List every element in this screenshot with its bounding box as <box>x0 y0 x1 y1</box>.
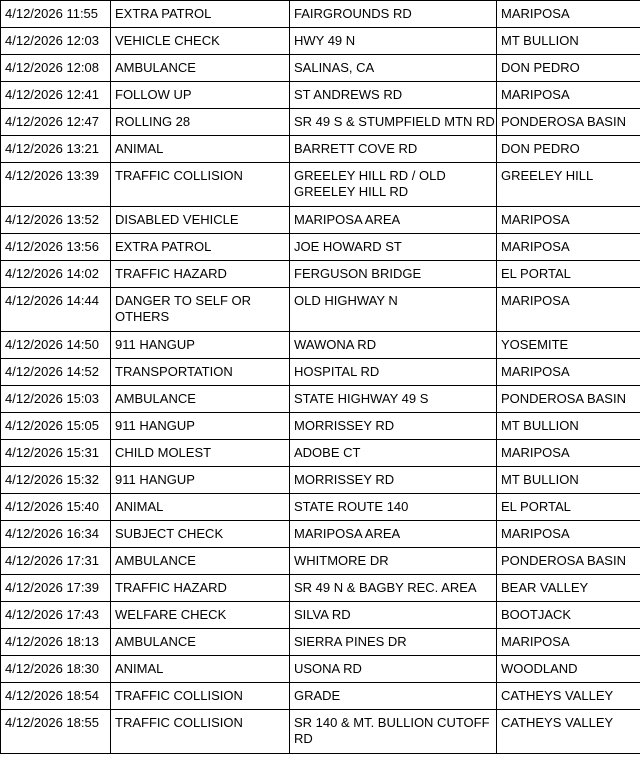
location-cell: HWY 49 N <box>290 28 497 55</box>
area-cell: MT BULLION <box>497 467 640 494</box>
area-cell: MARIPOSA <box>497 440 640 467</box>
area-cell: PONDEROSA BASIN <box>497 548 640 575</box>
area-cell: MARIPOSA <box>497 207 640 234</box>
location-cell: ST ANDREWS RD <box>290 82 497 109</box>
datetime-cell: 4/12/2026 15:40 <box>1 494 111 521</box>
datetime-cell: 4/12/2026 14:44 <box>1 288 111 332</box>
datetime-cell: 4/12/2026 14:02 <box>1 261 111 288</box>
datetime-cell: 4/12/2026 12:08 <box>1 55 111 82</box>
location-cell: JOE HOWARD ST <box>290 234 497 261</box>
call-type-cell: CHILD MOLEST <box>111 440 290 467</box>
table-row <box>1 386 640 413</box>
call-type-cell: TRAFFIC COLLISION <box>111 163 290 207</box>
table-row <box>1 710 640 754</box>
datetime-cell: 4/12/2026 13:39 <box>1 163 111 207</box>
location-cell: BARRETT COVE RD <box>290 136 497 163</box>
datetime-cell: 4/12/2026 12:47 <box>1 109 111 136</box>
area-cell: PONDEROSA BASIN <box>497 109 640 136</box>
area-cell: PONDEROSA BASIN <box>497 386 640 413</box>
table-row <box>1 602 640 629</box>
datetime-cell: 4/12/2026 18:54 <box>1 683 111 710</box>
area-cell: EL PORTAL <box>497 261 640 288</box>
table-row <box>1 1 640 28</box>
table-row <box>1 548 640 575</box>
location-cell: MORRISSEY RD <box>290 467 497 494</box>
location-cell: WHITMORE DR <box>290 548 497 575</box>
datetime-cell: 4/12/2026 15:31 <box>1 440 111 467</box>
call-type-cell: EXTRA PATROL <box>111 234 290 261</box>
area-cell: MARIPOSA <box>497 1 640 28</box>
call-type-cell: ANIMAL <box>111 494 290 521</box>
call-type-cell: TRAFFIC HAZARD <box>111 261 290 288</box>
datetime-cell: 4/12/2026 13:21 <box>1 136 111 163</box>
area-cell: MARIPOSA <box>497 234 640 261</box>
location-cell: MARIPOSA AREA <box>290 521 497 548</box>
location-cell: FAIRGROUNDS RD <box>290 1 497 28</box>
call-type-cell: DISABLED VEHICLE <box>111 207 290 234</box>
call-type-cell: ANIMAL <box>111 656 290 683</box>
location-cell: FERGUSON BRIDGE <box>290 261 497 288</box>
area-cell: EL PORTAL <box>497 494 640 521</box>
call-type-cell: TRANSPORTATION <box>111 359 290 386</box>
datetime-cell: 4/12/2026 18:30 <box>1 656 111 683</box>
area-cell: CATHEYS VALLEY <box>497 710 640 754</box>
datetime-cell: 4/12/2026 18:55 <box>1 710 111 754</box>
call-type-cell: EXTRA PATROL <box>111 1 290 28</box>
location-cell: MORRISSEY RD <box>290 413 497 440</box>
call-type-cell: AMBULANCE <box>111 55 290 82</box>
area-cell: DON PEDRO <box>497 136 640 163</box>
table-row <box>1 207 640 234</box>
location-cell: ADOBE CT <box>290 440 497 467</box>
area-cell: MARIPOSA <box>497 359 640 386</box>
datetime-cell: 4/12/2026 14:50 <box>1 332 111 359</box>
datetime-cell: 4/12/2026 12:41 <box>1 82 111 109</box>
table-row <box>1 629 640 656</box>
location-cell: STATE ROUTE 140 <box>290 494 497 521</box>
call-type-cell: TRAFFIC COLLISION <box>111 710 290 754</box>
location-cell: STATE HIGHWAY 49 S <box>290 386 497 413</box>
location-cell: MARIPOSA AREA <box>290 207 497 234</box>
datetime-cell: 4/12/2026 11:55 <box>1 1 111 28</box>
datetime-cell: 4/12/2026 16:34 <box>1 521 111 548</box>
location-cell: SR 140 & MT. BULLION CUTOFF RD <box>290 710 497 754</box>
location-cell: SIERRA PINES DR <box>290 629 497 656</box>
call-type-cell: TRAFFIC HAZARD <box>111 575 290 602</box>
datetime-cell: 4/12/2026 12:03 <box>1 28 111 55</box>
call-type-cell: ANIMAL <box>111 136 290 163</box>
location-cell: USONA RD <box>290 656 497 683</box>
area-cell: BEAR VALLEY <box>497 575 640 602</box>
area-cell: MT BULLION <box>497 28 640 55</box>
location-cell: WAWONA RD <box>290 332 497 359</box>
datetime-cell: 4/12/2026 15:32 <box>1 467 111 494</box>
table-row <box>1 521 640 548</box>
call-type-cell: AMBULANCE <box>111 386 290 413</box>
area-cell: YOSEMITE <box>497 332 640 359</box>
datetime-cell: 4/12/2026 13:56 <box>1 234 111 261</box>
location-cell: SR 49 S & STUMPFIELD MTN RD <box>290 109 497 136</box>
area-cell: MARIPOSA <box>497 288 640 332</box>
call-type-cell: SUBJECT CHECK <box>111 521 290 548</box>
call-type-cell: AMBULANCE <box>111 548 290 575</box>
area-cell: MARIPOSA <box>497 82 640 109</box>
call-type-cell: 911 HANGUP <box>111 467 290 494</box>
call-type-cell: 911 HANGUP <box>111 413 290 440</box>
call-type-cell: WELFARE CHECK <box>111 602 290 629</box>
table-row <box>1 683 640 710</box>
call-type-cell: ROLLING 28 <box>111 109 290 136</box>
location-cell: OLD HIGHWAY N <box>290 288 497 332</box>
location-cell: GREELEY HILL RD / OLD GREELEY HILL RD <box>290 163 497 207</box>
location-cell: GRADE <box>290 683 497 710</box>
table-row <box>1 28 640 55</box>
location-cell: SALINAS, CA <box>290 55 497 82</box>
area-cell: DON PEDRO <box>497 55 640 82</box>
area-cell: WOODLAND <box>497 656 640 683</box>
table-row <box>1 109 640 136</box>
call-type-cell: AMBULANCE <box>111 629 290 656</box>
datetime-cell: 4/12/2026 18:13 <box>1 629 111 656</box>
area-cell: CATHEYS VALLEY <box>497 683 640 710</box>
call-log-body <box>1 1 640 754</box>
area-cell: GREELEY HILL <box>497 163 640 207</box>
area-cell: MT BULLION <box>497 413 640 440</box>
area-cell: MARIPOSA <box>497 629 640 656</box>
call-type-cell: DANGER TO SELF OR OTHERS <box>111 288 290 332</box>
datetime-cell: 4/12/2026 17:43 <box>1 602 111 629</box>
table-row <box>1 136 640 163</box>
table-row <box>1 163 640 207</box>
datetime-cell: 4/12/2026 17:31 <box>1 548 111 575</box>
table-row <box>1 332 640 359</box>
table-row <box>1 467 640 494</box>
datetime-cell: 4/12/2026 15:05 <box>1 413 111 440</box>
table-row <box>1 413 640 440</box>
call-type-cell: VEHICLE CHECK <box>111 28 290 55</box>
table-row <box>1 234 640 261</box>
datetime-cell: 4/12/2026 15:03 <box>1 386 111 413</box>
table-row <box>1 440 640 467</box>
call-type-cell: 911 HANGUP <box>111 332 290 359</box>
call-type-cell: TRAFFIC COLLISION <box>111 683 290 710</box>
table-row <box>1 55 640 82</box>
table-row <box>1 288 640 332</box>
area-cell: BOOTJACK <box>497 602 640 629</box>
datetime-cell: 4/12/2026 14:52 <box>1 359 111 386</box>
call-type-cell: FOLLOW UP <box>111 82 290 109</box>
table-row <box>1 82 640 109</box>
table-row <box>1 656 640 683</box>
table-row <box>1 261 640 288</box>
location-cell: HOSPITAL RD <box>290 359 497 386</box>
datetime-cell: 4/12/2026 13:52 <box>1 207 111 234</box>
datetime-cell: 4/12/2026 17:39 <box>1 575 111 602</box>
location-cell: SR 49 N & BAGBY REC. AREA <box>290 575 497 602</box>
table-row <box>1 494 640 521</box>
table-row <box>1 575 640 602</box>
table-row <box>1 359 640 386</box>
area-cell: MARIPOSA <box>497 521 640 548</box>
location-cell: SILVA RD <box>290 602 497 629</box>
